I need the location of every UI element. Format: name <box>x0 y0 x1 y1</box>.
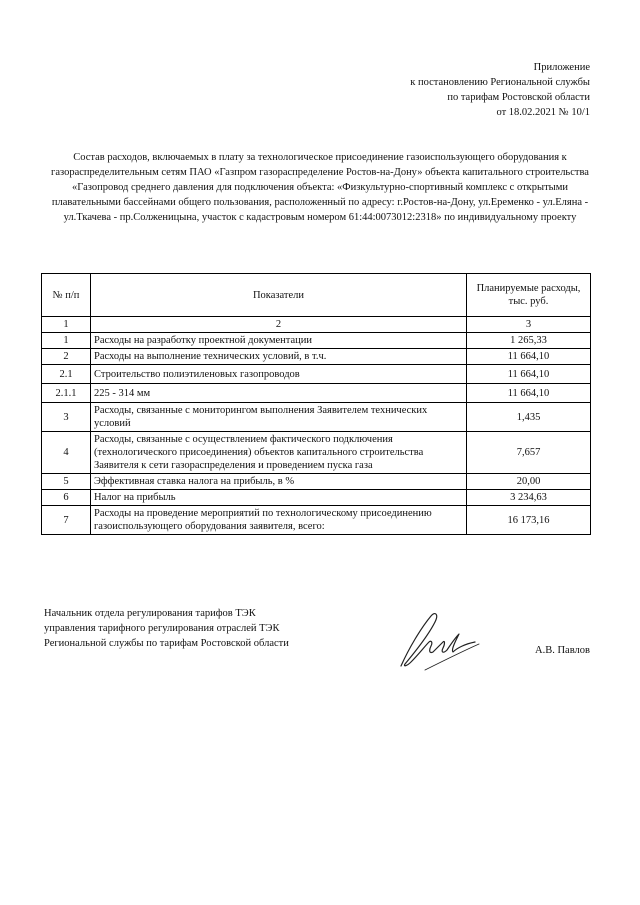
header-name: Показатели <box>91 274 467 317</box>
cost-table <box>41 273 591 535</box>
column-number-1: 1 <box>42 317 91 333</box>
appendix-block <box>410 60 590 120</box>
table-row <box>42 432 591 474</box>
signer-position-block <box>44 606 289 651</box>
row-value: 3 234,63 <box>467 490 591 506</box>
row-num: 7 <box>42 506 91 535</box>
header-value: Планируемые расходы, тыс. руб. <box>467 274 591 317</box>
appendix-line-1: Приложение <box>533 62 590 73</box>
row-num: 2.1 <box>42 365 91 384</box>
header-num: № п/п <box>42 274 91 317</box>
signer-name: А.В. Павлов <box>535 645 590 656</box>
signer-position-line-1: Начальник отдела регулирования тарифов ТЭК <box>44 608 256 619</box>
row-value: 11 664,10 <box>467 384 591 403</box>
table-row <box>42 333 591 349</box>
row-value: 7,657 <box>467 432 591 474</box>
signer-position-line-2: управления тарифного регулирования отраслей ТЭК <box>44 623 280 634</box>
table-row <box>42 349 591 365</box>
table-row <box>42 384 591 403</box>
row-name: Налог на прибыль <box>91 490 467 506</box>
column-number-2: 2 <box>91 317 467 333</box>
row-value: 1,435 <box>467 403 591 432</box>
signer-position-line-3: Региональной службы по тарифам Ростовской области <box>44 638 289 649</box>
row-name: Расходы на разработку проектной документации <box>91 333 467 349</box>
row-value: 16 173,16 <box>467 506 591 535</box>
appendix-line-3: по тарифам Ростовской области <box>447 92 590 103</box>
row-name: Строительство полиэтиленовых газопроводов <box>91 365 467 384</box>
table-row <box>42 474 591 490</box>
row-name: Расходы, связанные с осуществлением фактического подключения (технологического присоединения) объектов капитального строительства Заявителя к сети газораспределения и проведением пуска газа <box>91 432 467 474</box>
handwritten-signature <box>395 608 485 673</box>
row-num: 4 <box>42 432 91 474</box>
row-num: 5 <box>42 474 91 490</box>
table-row <box>42 403 591 432</box>
row-name: Расходы на проведение мероприятий по технологическому присоединению газоиспользующего оборудования заявителя, всего: <box>91 506 467 535</box>
document-title: Состав расходов, включаемых в плату за технологическое присоединение газоиспользующего оборудования к газораспределительным сетям ПАО «Газпром газораспределение Ростов-на-Дону» объекта капитального строительства «Газопровод среднего давления для подключения объекта: «Физкультурно-спортивный комплекс с открытыми плавательными бассейнами общего пользования, расположенный по адресу: г.Ростов-на-Дону, ул.Еременко - ул.Еляна - ул.Ткачева - пр.Солженицына, участок с кадастровым номером 61:44:0073012:2318» по индивидуальному проекту <box>51 152 589 223</box>
row-num: 2.1.1 <box>42 384 91 403</box>
row-value: 1 265,33 <box>467 333 591 349</box>
row-name: 225 - 314 мм <box>91 384 467 403</box>
table-row <box>42 506 591 535</box>
row-value: 20,00 <box>467 474 591 490</box>
table-row <box>42 490 591 506</box>
row-value: 11 664,10 <box>467 365 591 384</box>
row-num: 2 <box>42 349 91 365</box>
row-num: 6 <box>42 490 91 506</box>
appendix-line-4: от 18.02.2021 № 10/1 <box>496 107 590 118</box>
row-name: Расходы на выполнение технических условий, в т.ч. <box>91 349 467 365</box>
table-column-numbers-row <box>42 317 591 333</box>
appendix-line-2: к постановлению Региональной службы <box>410 77 590 88</box>
row-name: Расходы, связанные с мониторингом выполнения Заявителем технических условий <box>91 403 467 432</box>
row-name: Эффективная ставка налога на прибыль, в % <box>91 474 467 490</box>
table-header-row <box>42 274 591 317</box>
column-number-3: 3 <box>467 317 591 333</box>
table-row <box>42 365 591 384</box>
row-num: 3 <box>42 403 91 432</box>
row-num: 1 <box>42 333 91 349</box>
row-value: 11 664,10 <box>467 349 591 365</box>
